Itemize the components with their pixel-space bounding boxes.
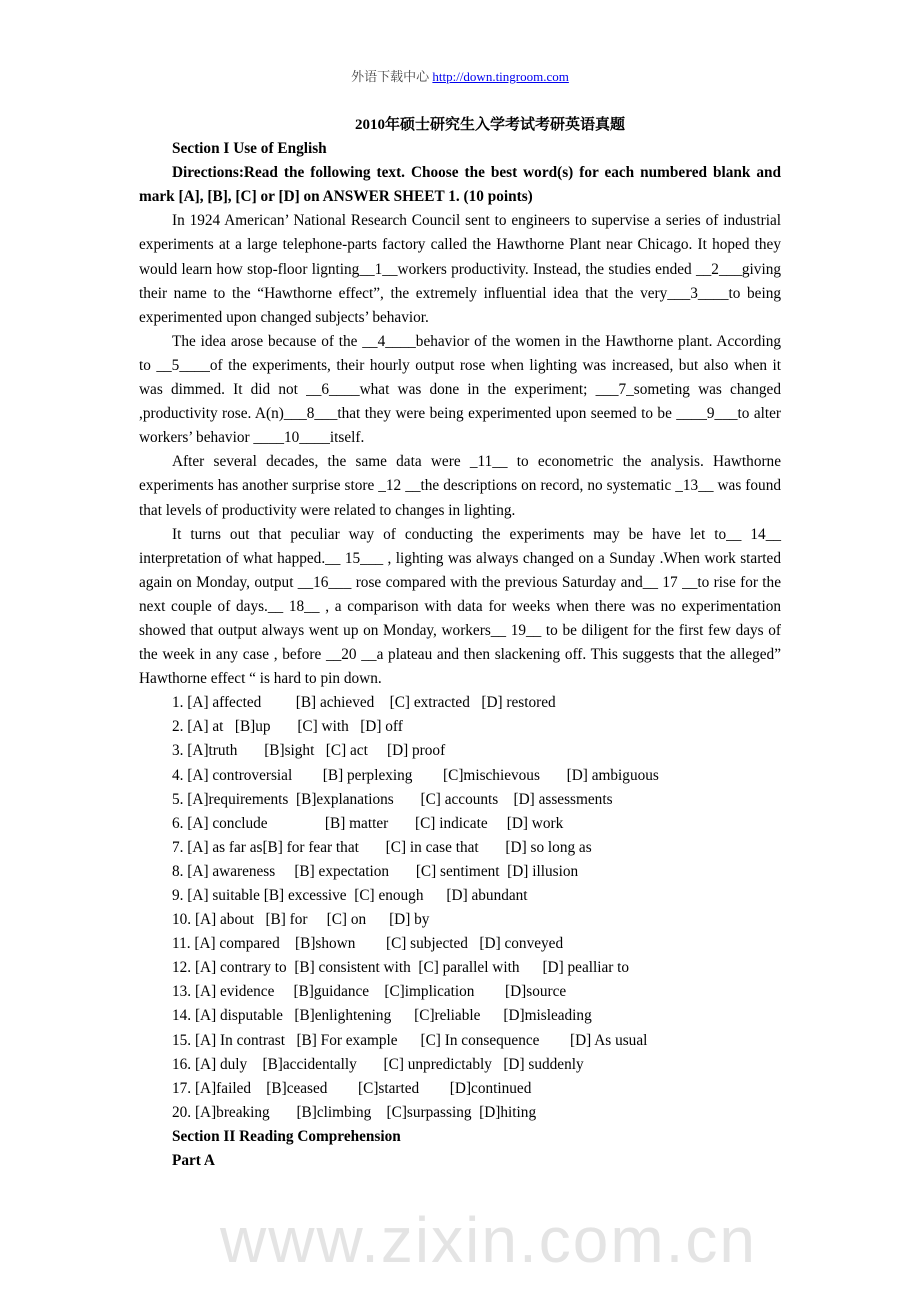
option-line: 6. [A] conclude [B] matter [C] indicate [D] work: [172, 814, 564, 832]
option-line: 16. [A] duly [B]accidentally [C] unpredictably [D] suddenly: [172, 1055, 584, 1073]
directions: Directions:Read the following text. Choose the best word(s) for each numbered blank and mark [A], [B], [C] or [D] on ANSWER SHEET 1. (10 points): [139, 164, 781, 206]
option-line: 4. [A] controversial [B] perplexing [C]mischievous [D] ambiguous: [172, 766, 659, 784]
site-link[interactable]: http://down.tingroom.com: [432, 69, 569, 84]
watermark: www.zixin.com.cn: [220, 1204, 757, 1276]
option-line: 7. [A] as far as[B] for fear that [C] in case that [D] so long as: [172, 838, 592, 856]
document-body: [139, 113, 781, 1173]
page-header: [0, 66, 920, 85]
option-line: 5. [A]requirements [B]explanations [C] accounts [D] assessments: [172, 790, 613, 808]
document-title: 2010年硕士研究生入学考试考研英语真题: [354, 117, 625, 133]
section-heading: Section I Use of English: [172, 140, 327, 158]
option-line: 17. [A]failed [B]ceased [C]started [D]continued: [172, 1079, 532, 1097]
paragraph: In 1924 American’ National Research Council sent to engineers to supervise a series of industrial experiments at a large telephone-parts factory called the Hawthorne Plant near Chicago. It hoped they would learn how stop-floor lignting__1__workers productivity. Instead, the studies ended __2___giving their name to the “Hawthorne effect”, the extremely influential idea that the very___3____to being experimented upon changed subjects’ behavior.: [139, 212, 781, 326]
paragraph: The idea arose because of the __4____behavior of the women in the Hawthorne plant. According to __5____of the experiments, their hourly output rose when lighting was increased, but also when it was dimmed. It did not __6____what was done in the experiment; ___7_someting was changed ,productivity rose. A(n)___8___that they were being experimented upon seemed to be ____9___to alter workers’ behavior ____10____itself.: [139, 332, 781, 447]
option-line: 3. [A]truth [B]sight [C] act [D] proof: [172, 742, 446, 760]
option-line: 1. [A] affected [B] achieved [C] extracted [D] restored: [172, 694, 556, 712]
part-heading: Part A: [172, 1152, 215, 1170]
option-line: 11. [A] compared [B]shown [C] subjected [D] conveyed: [172, 935, 564, 953]
option-line: 9. [A] suitable [B] excessive [C] enough [D] abundant: [172, 887, 528, 904]
option-line: 13. [A] evidence [B]guidance [C]implication [D]source: [172, 983, 567, 1001]
site-name: 外语下载中心: [351, 69, 430, 84]
section-heading: Section II Reading Comprehension: [172, 1127, 401, 1145]
option-line: 10. [A] about [B] for [C] on [D] by: [172, 911, 430, 929]
paragraph: It turns out that peculiar way of conducting the experiments may be have let to__ 14__ interpretation of what happed.__ 15___ , lighting was always changed on a Sunday .When work started again on Monday, output __16___ rose compared with the previous Saturday and__ 17 __to rise for the next couple of days.__ 18__ , a comparison with data for weeks when there was no experimentation showed that output always went up on Monday, workers__ 19__ to be diligent for the first few days of the week in any case , before __20 __a plateau and then slackening off. This suggests that the alleged” Hawthorne effect “ is hard to pin down.: [139, 525, 781, 688]
option-line: 14. [A] disputable [B]enlightening [C]reliable [D]misleading: [172, 1007, 592, 1025]
option-line: 15. [A] In contrast [B] For example [C] In consequence [D] As usual: [172, 1031, 648, 1049]
option-line: 8. [A] awareness [B] expectation [C] sentiment [D] illusion: [172, 862, 579, 880]
option-line: 20. [A]breaking [B]climbing [C]surpassing [D]hiting: [172, 1103, 537, 1121]
paragraph: After several decades, the same data were _11__ to econometric the analysis. Hawthorne experiments has another surprise store _12 __the descriptions on record, no systematic _13__ was found that levels of productivity were related to changes in lighting.: [139, 453, 781, 519]
option-line: 12. [A] contrary to [B] consistent with [C] parallel with [D] pealliar to: [172, 959, 630, 977]
option-line: 2. [A] at [B]up [C] with [D] off: [172, 718, 403, 736]
